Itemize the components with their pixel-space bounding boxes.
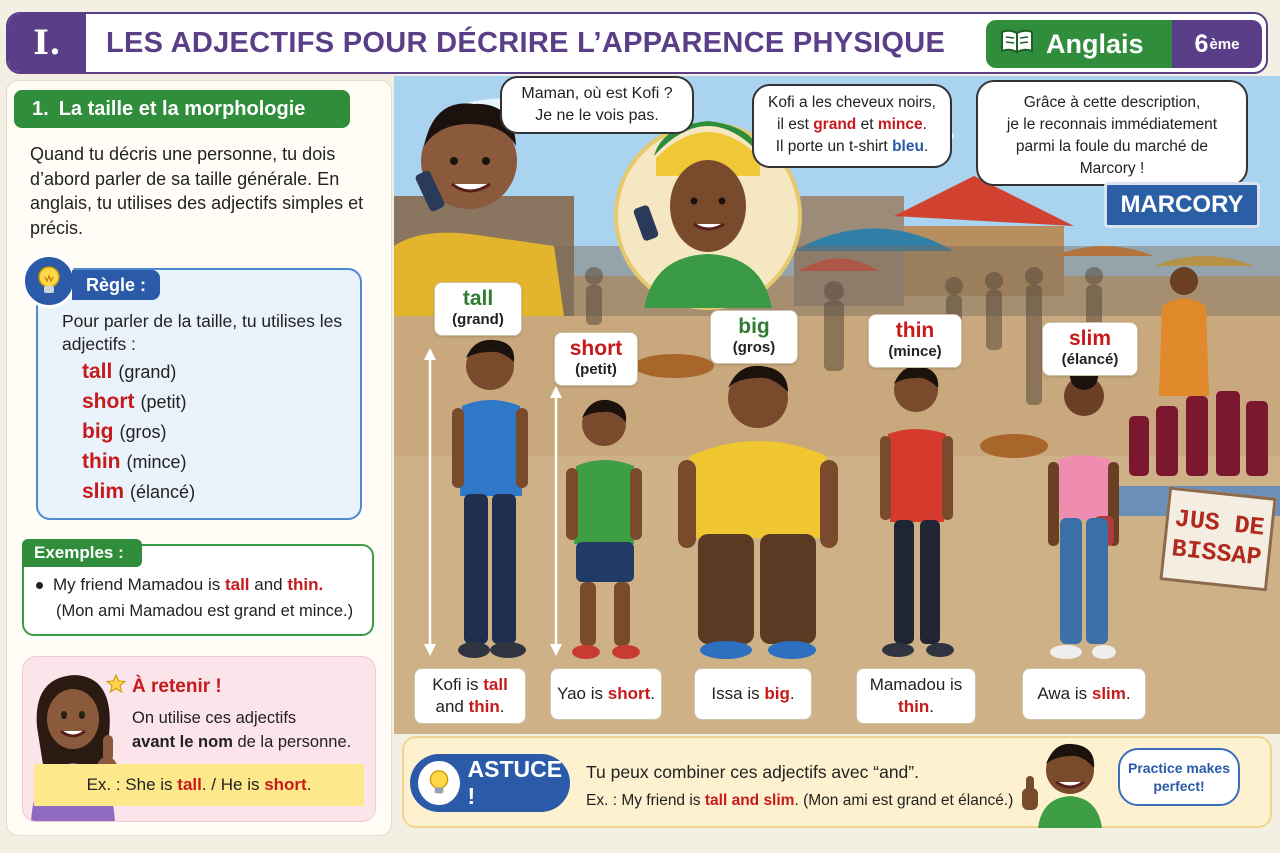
bubble2-mince: mince [877, 116, 923, 133]
bullet-icon [36, 582, 43, 589]
retain-ex-pre: Ex. : She is [86, 775, 173, 794]
caption-end: . [929, 697, 934, 716]
caption-adj: thin [898, 697, 930, 716]
retain-line2-bold: avant le nom [132, 733, 233, 751]
tip-line2-adj: tall and slim [704, 792, 795, 809]
tip-tag-label: ASTUCE ! [467, 756, 563, 809]
label-thin [868, 314, 962, 368]
marcory-sign: MARCORY [1104, 182, 1260, 228]
tip-line2-pre: Ex. : My friend is [586, 792, 701, 809]
bubble3-line4: Marcory ! [1079, 160, 1145, 177]
lightbulb-icon [418, 761, 460, 805]
example-translation: (Mon ami Mamadou est grand et mince.) [56, 602, 354, 620]
adjective-en: slim [82, 480, 125, 503]
caption-mamadou [856, 668, 976, 724]
retain-line1: On utilise ces adjectifs [132, 709, 297, 727]
label-en: thin [895, 319, 935, 342]
list-item [82, 450, 195, 480]
tip-line2 [586, 792, 1013, 810]
retain-ex-end: . [306, 775, 312, 794]
subject-label: Anglais [1046, 28, 1144, 59]
adjective-en: tall [82, 360, 113, 383]
caption-end: . [650, 684, 655, 703]
label-en: short [569, 337, 623, 360]
bubble3-line2: je le reconnais immédiatement [1006, 116, 1218, 133]
label-short [554, 332, 638, 386]
caption-issa [694, 668, 812, 720]
example-and: and [254, 575, 283, 594]
caption-kofi [414, 668, 526, 724]
market-scene [394, 76, 1280, 734]
bubble2-line3-pre: Il porte un t-shirt [775, 138, 888, 155]
label-en: slim [1068, 327, 1112, 350]
caption-end: . [499, 697, 505, 716]
speech-bubble-recognition [976, 80, 1248, 186]
bubble3-line1: Grâce à cette description, [1023, 94, 1201, 111]
speech-bubble-mother [500, 76, 694, 134]
intro-text: Quand tu décris une personne, tu dois d’abord parler de sa taille générale. En anglais, tu utilises des adjectifs simples et précis. [30, 144, 364, 238]
label-fr: (élancé) [1061, 351, 1119, 368]
caption-pre: Awa is [1037, 684, 1088, 703]
bubble2-line2-pre: il est [777, 116, 809, 133]
caption-adj: big [764, 684, 790, 703]
section-number: I. [8, 14, 86, 72]
adjective-fr: (petit) [140, 392, 187, 412]
caption-yao [550, 668, 662, 720]
tip-tag [410, 754, 570, 812]
caption-pre: Yao is [557, 684, 604, 703]
level-number: 6 [1194, 29, 1209, 58]
label-en: tall [462, 287, 494, 310]
caption-adj: tall [483, 675, 508, 694]
caption-pre: Mamadou is [869, 675, 963, 694]
section-heading [14, 90, 350, 128]
practice-bubble: Practice makes perfect! [1118, 748, 1240, 806]
speech-bubble-description [752, 84, 952, 168]
bubble2-grand: grand [813, 116, 857, 133]
book-icon [1000, 28, 1034, 61]
bubble1-line2: Je ne le vois pas. [535, 107, 659, 124]
page-title: LES ADJECTIFS POUR DÉCRIRE L’APPARENCE PHYSIQUE [106, 27, 946, 59]
label-en: big [738, 315, 770, 338]
page-header [6, 12, 1268, 74]
lightbulb-icon [22, 254, 76, 308]
retain-title [106, 674, 222, 700]
list-item [82, 420, 195, 450]
bubble2-line3 [754, 136, 950, 158]
rule-text: Pour parler de la taille, tu utilises les adjectifs : [62, 311, 343, 354]
example-sentence [36, 575, 323, 595]
caption-pre: Issa is [711, 684, 760, 703]
bubble2-et: et [860, 116, 874, 133]
list-item [82, 390, 195, 420]
adjective-fr: (grand) [118, 362, 177, 382]
bubble2-dot3: . [923, 138, 929, 155]
bissap-sign: JUS DE BISSAP [1159, 487, 1276, 592]
bubble3-line3: parmi la foule du marché de [1015, 138, 1209, 155]
label-fr: (gros) [732, 339, 776, 356]
rule-tag: Règle : [72, 270, 160, 300]
retain-ex-adj1: tall [177, 775, 202, 794]
section-heading-number: 1. [32, 97, 49, 120]
adjective-fr: (mince) [126, 452, 187, 472]
label-fr: (mince) [888, 343, 942, 360]
list-item [82, 360, 195, 390]
label-tall [434, 282, 522, 336]
adjective-fr: (gros) [119, 422, 167, 442]
label-slim [1042, 322, 1138, 376]
adjective-list [82, 360, 195, 510]
caption-end: . [789, 684, 795, 703]
retain-example [34, 764, 364, 806]
bubble2-dot: . [922, 116, 927, 133]
example-adj2: thin. [287, 575, 324, 594]
caption-end: . [1125, 684, 1131, 703]
caption-pre: Kofi is [432, 675, 479, 694]
adjective-fr: (élancé) [130, 482, 196, 502]
subject-badge [986, 20, 1172, 68]
caption-awa [1022, 668, 1146, 720]
tip-line1: Tu peux combiner ces adjectifs avec “and”. [586, 762, 919, 782]
tip-line2-post: . (Mon ami est grand et élancé.) [794, 792, 1014, 809]
caption-mid: and [435, 697, 464, 716]
caption-adj2: thin [468, 697, 500, 716]
bubble2-line2 [754, 114, 950, 136]
boy-thumbs-up-illustration [1016, 736, 1116, 828]
caption-adj: slim [1091, 684, 1126, 703]
adjective-en: thin [82, 450, 121, 473]
retain-text [132, 706, 351, 754]
bubble2-line1: Kofi a les cheveux noirs, [767, 94, 936, 111]
retain-ex-mid: . / He is [201, 775, 260, 794]
adjective-en: big [82, 420, 114, 443]
adjective-en: short [82, 390, 135, 413]
bubble1-line1: Maman, où est Kofi ? [521, 85, 673, 102]
example-adj1: tall [224, 575, 250, 594]
star-icon [106, 674, 126, 700]
retain-title-text: À retenir ! [132, 676, 222, 697]
retain-line2-rest: de la personne. [237, 733, 352, 751]
label-fr: (grand) [452, 311, 504, 328]
examples-tag: Exemples : [22, 539, 142, 567]
section-heading-title: La taille et la morphologie [58, 97, 306, 120]
example-pre: My friend Mamadou is [53, 575, 221, 594]
bubble2-bleu: bleu [892, 138, 924, 155]
retain-ex-adj2: short [264, 775, 307, 794]
list-item [82, 480, 195, 510]
level-badge [1172, 20, 1262, 68]
label-fr: (petit) [575, 361, 617, 378]
level-suffix: ème [1209, 35, 1240, 53]
caption-adj: short [607, 684, 651, 703]
label-big [710, 310, 798, 364]
